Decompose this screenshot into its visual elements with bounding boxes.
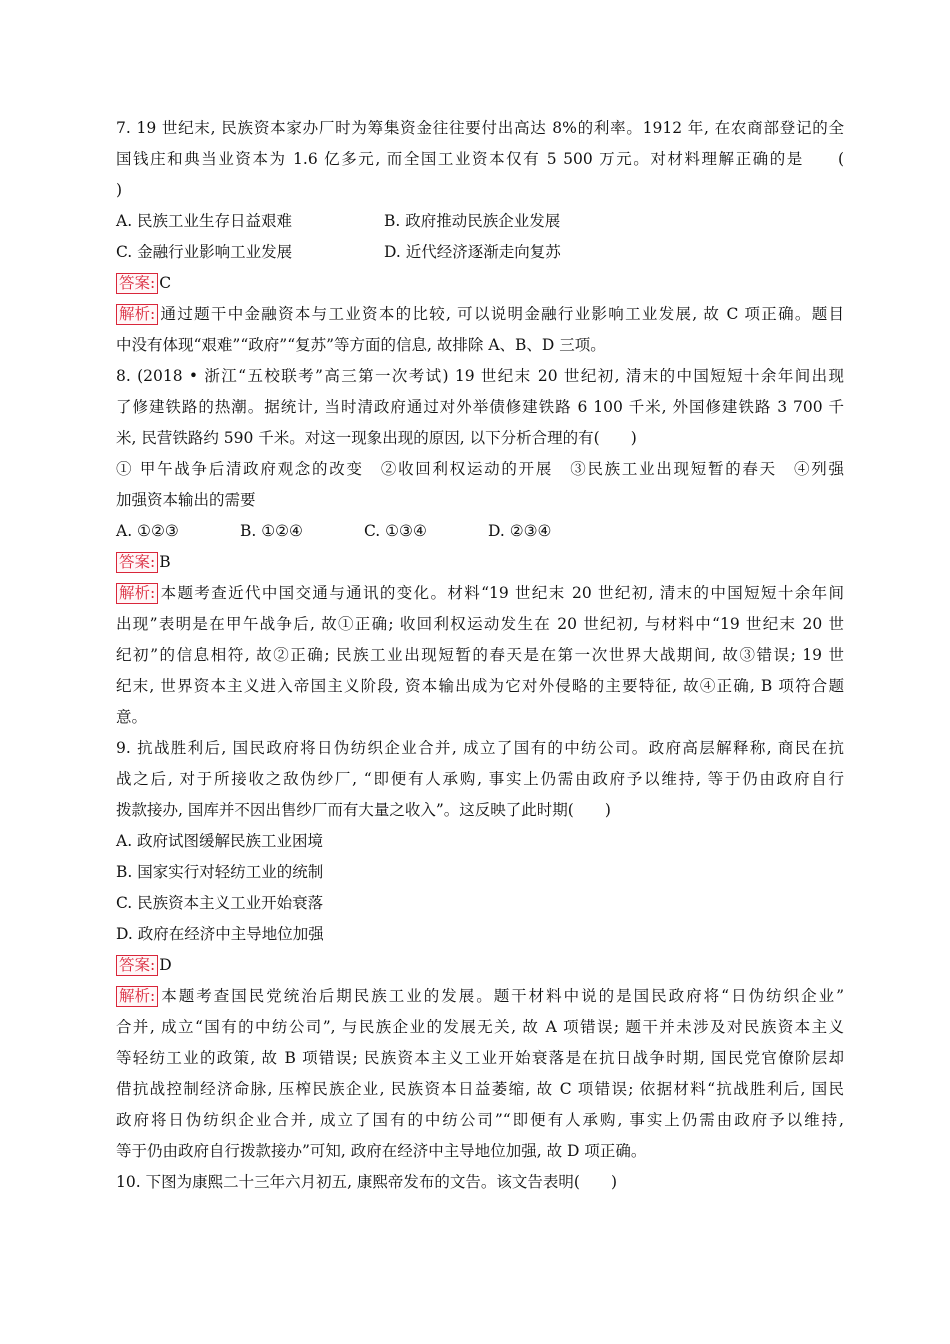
answer-value: C bbox=[159, 274, 172, 292]
option-d: D. ②③④ bbox=[488, 522, 552, 540]
answer-value: D bbox=[159, 956, 172, 974]
answer-label: 答案: bbox=[116, 273, 158, 294]
question-stem-line: 米, 民营铁路约 590 千米。对这一现象出现的原因, 以下分析合理的有( ) bbox=[116, 429, 637, 447]
analysis-block bbox=[116, 578, 844, 733]
analysis-block bbox=[116, 299, 844, 361]
answer-row bbox=[116, 547, 844, 578]
analysis-line: 等于仍由政府自行拨款接办”可知, 政府在经济中主导地位加强, 故 D 项正确。 bbox=[116, 1142, 647, 1160]
option-c: C. ①③④ bbox=[364, 522, 427, 540]
analysis-line: 合并, 成立“国有的中纺公司”, 与民族企业的发展无关, 故 A 项错误; 题干并未涉及对民族资本主义 bbox=[116, 1018, 844, 1036]
answer-value: B bbox=[159, 553, 171, 571]
analysis-line: 出现”表明是在甲午战争后, 故①正确; 收回利权运动发生在 20 世纪初, 与材料中“19 世纪末 20 世 bbox=[116, 615, 844, 633]
question-stem-line: 10. 下图为康熙二十三年六月初五, 康熙帝发布的文告。该文告表明( ) bbox=[116, 1173, 618, 1191]
analysis-label: 解析: bbox=[116, 583, 158, 604]
analysis-block bbox=[116, 981, 844, 1167]
analysis-line: 解析: 通过题干中金融资本与工业资本的比较, 可以说明金融行业影响工业发展, 故 C 项正确。题目 bbox=[116, 299, 844, 330]
option-row bbox=[116, 206, 844, 237]
analysis-line: 借抗战控制经济命脉, 压榨民族企业, 民族资本日益萎缩, 故 C 项错误; 依据材料“抗战胜利后, 国民 bbox=[116, 1080, 844, 1098]
option-row bbox=[116, 516, 844, 547]
option-c: C. 金融行业影响工业发展 bbox=[116, 243, 293, 261]
question-stem-line: 7. 19 世纪末, 民族资本家办厂时为筹集资金往往要付出高达 8%的利率。1912 年, 在农商部登记的全 bbox=[116, 119, 844, 137]
question-10 bbox=[116, 1167, 844, 1198]
analysis-label: 解析: bbox=[116, 986, 158, 1007]
answer-label: 答案: bbox=[116, 552, 158, 573]
option-a: A. 政府试图缓解民族工业困境 bbox=[116, 832, 324, 850]
option-a: A. 民族工业生存日益艰难 bbox=[116, 212, 293, 230]
option-a: A. ①②③ bbox=[116, 522, 179, 540]
question-stem-line: 了修建铁路的热潮。据统计, 当时清政府通过对外举债修建铁路 6 100 千米, 外国修建铁路 3 700 千 bbox=[116, 398, 844, 416]
option-b: B. 国家实行对轻纺工业的统制 bbox=[116, 863, 324, 881]
question-stem-line: ① 甲午战争后清政府观念的改变 ②收回利权运动的开展 ③民族工业出现短暂的春天 ④列强 bbox=[116, 460, 844, 478]
option-row bbox=[116, 237, 844, 268]
answer-row bbox=[116, 950, 844, 981]
question-stem-line: ) bbox=[116, 181, 123, 199]
question-stem-line: 9. 抗战胜利后, 国民政府将日伪纺织企业合并, 成立了国有的中纺公司。政府高层解释称, 商民在抗 bbox=[116, 739, 844, 757]
analysis-line: 纪末, 世界资本主义进入帝国主义阶段, 资本输出成为它对外侵略的主要特征, 故④正确, B 项符合题 bbox=[116, 677, 844, 695]
question-stem-line: 8. (2018 • 浙江“五校联考”高三第一次考试) 19 世纪末 20 世纪初, 清末的中国短短十余年间出现 bbox=[116, 367, 844, 385]
option-d: D. 政府在经济中主导地位加强 bbox=[116, 925, 324, 943]
analysis-label: 解析: bbox=[116, 304, 158, 325]
answer-label: 答案: bbox=[116, 955, 158, 976]
question-8 bbox=[116, 361, 844, 733]
question-stem-line: 加强资本输出的需要 bbox=[116, 491, 256, 509]
analysis-line: 解析: 本题考查近代中国交通与通讯的变化。材料“19 世纪末 20 世纪初, 清末的中国短短十余年间 bbox=[116, 578, 844, 609]
analysis-line: 等轻纺工业的政策, 故 B 项错误; 民族资本主义工业开始衰落是在抗日战争时期, 国民党官僚阶层却 bbox=[116, 1049, 844, 1067]
analysis-line: 解析: 本题考查国民党统治后期民族工业的发展。题干材料中说的是国民政府将“日伪纺织企业” bbox=[116, 981, 844, 1012]
analysis-line: 纪初”的信息相符, 故②正确; 民族工业出现短暂的春天是在第一次世界大战期间, 故③错误; 19 世 bbox=[116, 646, 844, 664]
option-d: D. 近代经济逐渐走向复苏 bbox=[384, 243, 561, 261]
question-7 bbox=[116, 113, 844, 361]
analysis-line: 中没有体现“艰难”“政府”“复苏”等方面的信息, 故排除 A、B、D 三项。 bbox=[116, 336, 606, 354]
question-list bbox=[116, 113, 844, 1198]
question-stem-line: 拨款接办, 国库并不因出售纱厂而有大量之收入”。这反映了此时期( ) bbox=[116, 801, 611, 819]
question-stem-line: 国钱庄和典当业资本为 1.6 亿多元, 而全国工业资本仅有 5 500 万元。对材料理解正确的是 ( bbox=[116, 150, 844, 168]
option-b: B. ①②④ bbox=[240, 522, 303, 540]
analysis-line: 意。 bbox=[116, 708, 148, 726]
option-c: C. 民族资本主义工业开始衰落 bbox=[116, 894, 324, 912]
analysis-line: 政府将日伪纺织企业合并, 成立了国有的中纺公司”“即便有人承购, 事实上仍需由政府予以维持, bbox=[116, 1111, 844, 1129]
option-b: B. 政府推动民族企业发展 bbox=[384, 212, 561, 230]
question-9 bbox=[116, 733, 844, 1167]
answer-row bbox=[116, 268, 844, 299]
question-stem-line: 战之后, 对于所接收之敌伪纱厂, “即便有人承购, 事实上仍需由政府予以维持, 等于仍由政府自行 bbox=[116, 770, 844, 788]
